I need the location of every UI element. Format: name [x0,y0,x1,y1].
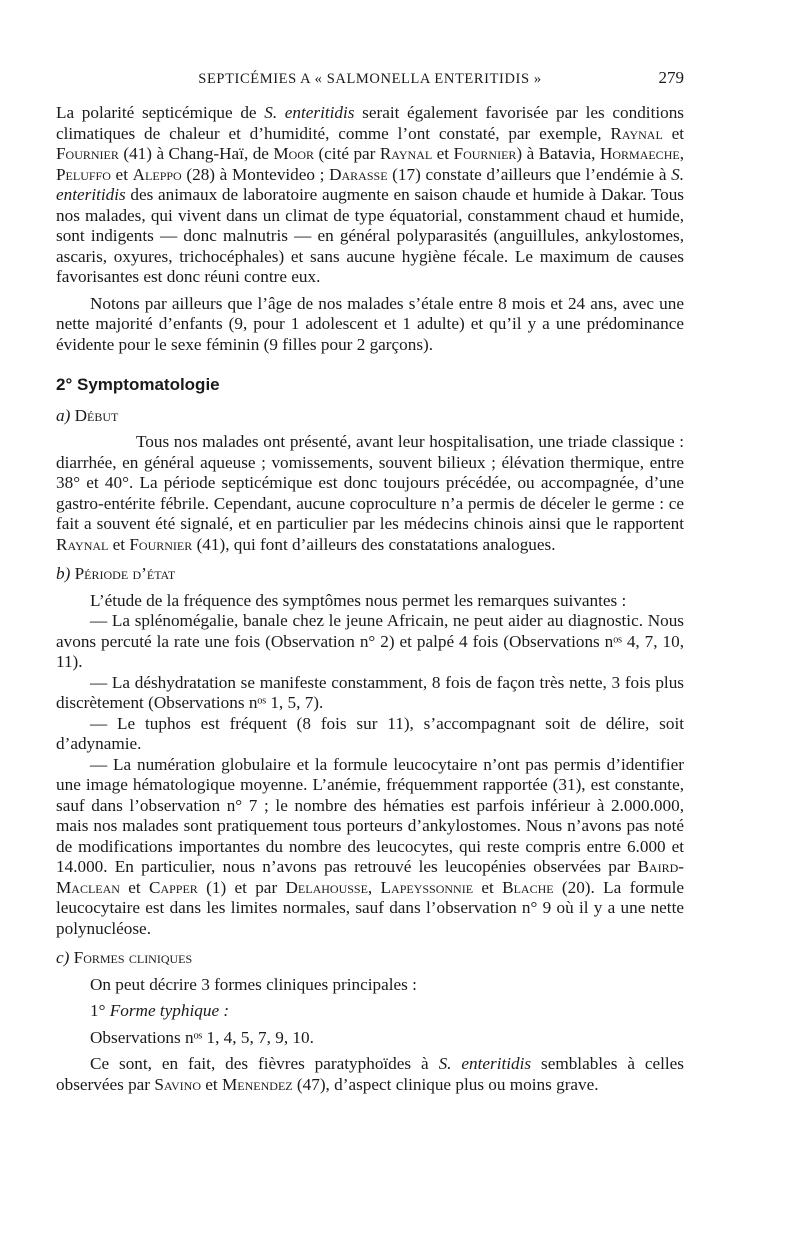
subheading-title: Formes cliniques [73,948,193,967]
text-run: La polarité septicémique de [56,103,265,122]
form-title: Forme typhique : [109,1001,230,1020]
section-title: Symptomatologie [77,375,220,394]
paragraph-etude: L’étude de la fréquence des symptômes nous permet les remarques suivantes : [90,590,627,610]
subheading-letter: b) [56,564,71,583]
paragraph-numeration [56,755,684,940]
text-run: — La numération globulaire et la formule leucocytaire n’ont pas permis d’identifier une image hématologique moyenne. L’anémie, fréquemment rapportée (31), est constante, sauf dans l’observation n° 7 ; le nombre des hématies est parfois inférieur à 2.000.000, mais nos malades sont pratiquement tous porteurs d’ankylostomes. Nous n’avons pas noté de modifications importantes du nombre des leucocytes, qui reste compris entre 6.000 et 14.000. En particulier, nous n’avons pas retrouvé les leucopénies observées par [56,754,684,876]
text-run: ) à Batavia, [516,144,600,163]
author-name: Peluffo [56,164,111,184]
subheading-letter: c) [56,948,70,967]
species-name: S. enteritidis [264,103,355,122]
author-name: Raynal [56,534,109,554]
author-name: Capper [149,877,198,897]
text-run: , [367,877,381,897]
list-number: 1° [90,1001,106,1020]
text-run: et [119,877,149,897]
text-run: (17) constate d’ailleurs que l’endémie à [387,164,672,184]
subheading-title: Début [74,405,119,425]
text-run: serait également favorisée par les conditions climatiques de chaleur et d’humidité, comme l’ont constaté, par exemple, [56,103,684,143]
text-run: et [110,164,133,184]
text-run: et [473,877,503,897]
author-name: Lapeyssonnie [380,877,474,897]
text-run: , [679,144,684,163]
page-number: 279 [658,68,684,87]
text-run: (47), d’aspect clinique plus ou moins grave. [292,1074,599,1094]
text-run: semblables à celles observées par [56,1054,684,1094]
text-run: (41), qui font d’ailleurs des constatations analogues. [192,534,556,554]
author-name: Aleppo [132,164,182,184]
paragraph-polarite [56,103,684,288]
subheading-title: Période d’état [74,564,176,583]
page-body [56,103,684,1095]
paragraph-paratyphoides [56,1054,684,1095]
text-run: et [108,534,130,554]
paragraph-tuphos: — Le tuphos est fréquent (8 fois sur 11), s’accompagnant soit de délire, soit d’adynamie. [56,713,684,753]
text-run: Ce sont, en fait, des fièvres paratyphoïdes à [90,1054,439,1073]
author-name: Savino [154,1074,201,1094]
text-run: Tous nos malades ont présenté, avant leur hospitalisation, une triade classique : diarrhée, en général aqueuse ; vomissements, souvent bilieux ; élévation thermique, entre 38° et 40°. La période septicémique est donc toujours précédée, ou accompagnée, d’une gastro-entérite fébrile. Cependant, aucune coproculture n’a permis de déceler le germe : ce fait a souvent été signalé, et en particulier par les médecins chinois ainsi que le rapportent [56,432,684,533]
author-name: Raynal [610,123,663,143]
author-name: Delahousse [285,877,368,897]
paragraph-forme-typhique [56,1001,684,1022]
text-run: (28) à Montevideo ; [181,164,330,184]
page-header [56,68,684,92]
text-run: (41) à Chang-Haï, de [118,144,274,163]
paragraph-observations: Observations nᵒˢ 1, 4, 5, 7, 9, 10. [90,1027,314,1047]
paragraph-age: Notons par ailleurs que l’âge de nos malades s’étale entre 8 mois et 24 ans, avec une nette majorité d’enfants (9, pour 1 adolescent et 1 adulte) et qu’il y a une prédominance évidente pour le sexe féminin (9 filles pour 2 garçons). [56,293,684,354]
paragraph-formes-intro: On peut décrire 3 formes cliniques principales : [90,974,417,994]
author-name: Menendez [222,1074,293,1094]
text-run: et [432,144,454,163]
subheading-periode-etat [56,564,684,585]
section-number: 2° [56,375,73,394]
author-name: Baird-Maclean [56,857,684,897]
subheading-debut [56,406,684,427]
author-name: Blache [502,877,554,897]
author-name: Fournier [56,144,119,163]
text-run: (cité par [314,144,380,163]
subheading-letter: a) [56,405,71,425]
text-run: des animaux de laboratoire augmente en saison chaude et humide à Dakar. Tous nos malades, qui vivent dans un climat de type équatorial, constamment chaud et humide, sont indigents — donc malnutris — en général polyparasités (anguillules, ankylostomes, ascaris, oxyures, trichocéphales) et sans aucune hygiène fécale. Le maximum de causes favorisantes est donc réuni contre eux. [56,185,684,286]
text-run: (20). La formule leucocytaire est dans les limites normales, sauf dans l’observation n° 9 où il y a une nette polynucléose. [56,877,685,938]
text-run: (1) et par [197,877,286,897]
species-name: S. enteritidis [56,164,685,204]
author-name: Fournier [129,534,193,554]
species-name: S. enteritidis [438,1054,532,1073]
author-name: Moor [273,144,314,163]
text-run: et [662,123,684,143]
text-run: et [201,1074,222,1094]
author-name: Hormaeche [599,144,680,163]
running-head: SEPTICÉMIES A « SALMONELLA ENTERITIDIS » [198,71,542,87]
paragraph-debut [56,432,684,555]
author-name: Fournier [453,144,517,163]
subheading-formes-cliniques [56,948,684,969]
author-name: Raynal [379,144,433,163]
paragraph-deshydratation: — La déshydratation se manifeste constamment, 8 fois de façon très nette, 3 fois plus discrètement (Observations nᵒˢ 1, 5, 7). [56,672,684,712]
author-name: Darasse [329,164,388,184]
section-heading-symptomatologie [56,375,684,396]
paragraph-splenomegalie: — La splénomégalie, banale chez le jeune Africain, ne peut aider au diagnostic. Nous avons percuté la rate une fois (Observation n° 2) et palpé 4 fois (Observations nᵒˢ 4, 7, 10, 11). [56,611,684,671]
